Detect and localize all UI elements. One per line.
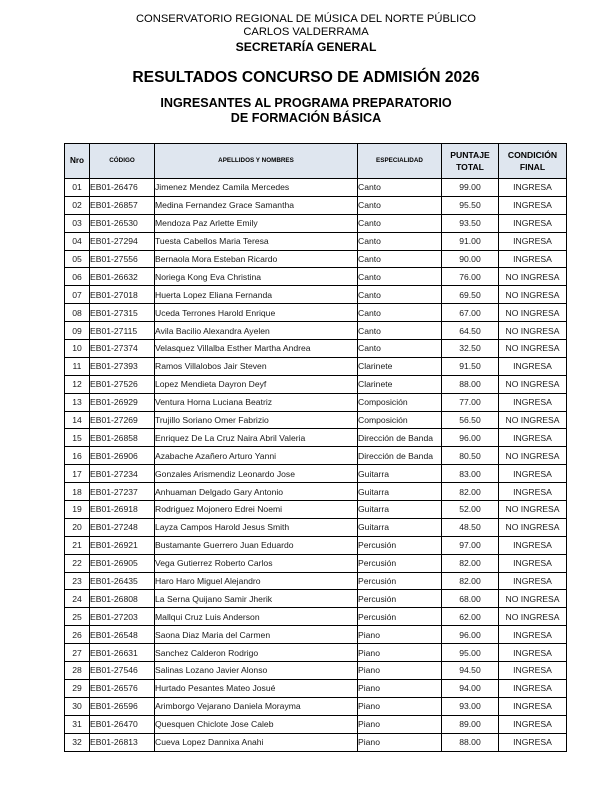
table-row <box>65 268 567 286</box>
cell-especialidad: Percusión <box>358 536 442 554</box>
cell-nro: 22 <box>65 554 90 572</box>
table-row <box>65 644 567 662</box>
cell-puntaje: 96.00 <box>442 429 499 447</box>
department-name: SECRETARÍA GENERAL <box>235 40 377 54</box>
cell-nro: 32 <box>65 733 90 751</box>
cell-puntaje: 88.00 <box>442 733 499 751</box>
cell-especialidad: Canto <box>358 250 442 268</box>
cell-nro: 16 <box>65 447 90 465</box>
cell-codigo: EB01-27556 <box>90 250 155 268</box>
cell-condicion: INGRESA <box>499 536 567 554</box>
cell-nro: 07 <box>65 286 90 304</box>
institution-name-line1: CONSERVATORIO REGIONAL DE MÚSICA DEL NORTE PÚBLICO <box>135 13 477 25</box>
table-row <box>65 340 567 358</box>
cell-condicion: NO INGRESA <box>499 501 567 519</box>
cell-condicion: INGRESA <box>499 196 567 214</box>
cell-especialidad: Percusión <box>358 608 442 626</box>
cell-puntaje: 96.00 <box>442 626 499 644</box>
table-row <box>65 554 567 572</box>
cell-puntaje: 82.00 <box>442 554 499 572</box>
cell-nombre: Mendoza Paz Arlette Emily <box>155 214 358 232</box>
cell-codigo: EB01-27269 <box>90 411 155 429</box>
cell-nombre: Tuesta Cabellos Maria Teresa <box>155 232 358 250</box>
column-header-nro: Nro <box>65 144 90 179</box>
cell-especialidad: Guitarra <box>358 483 442 501</box>
cell-puntaje: 93.00 <box>442 697 499 715</box>
cell-puntaje: 67.00 <box>442 304 499 322</box>
cell-nombre: Anhuaman Delgado Gary Antonio <box>155 483 358 501</box>
cell-nro: 09 <box>65 322 90 340</box>
cell-codigo: EB01-26576 <box>90 679 155 697</box>
cell-condicion: NO INGRESA <box>499 286 567 304</box>
cell-condicion: NO INGRESA <box>499 322 567 340</box>
cell-especialidad: Piano <box>358 697 442 715</box>
cell-codigo: EB01-27234 <box>90 465 155 483</box>
table-row <box>65 662 567 680</box>
cell-nombre: Trujillo Soriano Omer Fabrizio <box>155 411 358 429</box>
cell-puntaje: 48.50 <box>442 518 499 536</box>
cell-nro: 14 <box>65 411 90 429</box>
cell-nro: 12 <box>65 375 90 393</box>
cell-nombre: Velasquez Villalba Esther Martha Andrea <box>155 340 358 358</box>
table-row <box>65 465 567 483</box>
cell-condicion: INGRESA <box>499 662 567 680</box>
cell-especialidad: Canto <box>358 286 442 304</box>
cell-nombre: Enriquez De La Cruz Naira Abril Valeria <box>155 429 358 447</box>
table-row <box>65 608 567 626</box>
cell-especialidad: Piano <box>358 644 442 662</box>
cell-especialidad: Clarinete <box>358 375 442 393</box>
cell-especialidad: Dirección de Banda <box>358 429 442 447</box>
table-row <box>65 626 567 644</box>
document-subtitle-line2: DE FORMACIÓN BÁSICA <box>230 111 382 125</box>
cell-especialidad: Guitarra <box>358 501 442 519</box>
cell-nombre: Huerta Lopez Eliana Fernanda <box>155 286 358 304</box>
cell-codigo: EB01-27393 <box>90 357 155 375</box>
cell-condicion: INGRESA <box>499 733 567 751</box>
cell-condicion: INGRESA <box>499 644 567 662</box>
cell-nro: 26 <box>65 626 90 644</box>
cell-nombre: Ventura Horna Luciana Beatriz <box>155 393 358 411</box>
table-header-row <box>65 144 567 179</box>
cell-nro: 01 <box>65 179 90 197</box>
cell-puntaje: 90.00 <box>442 250 499 268</box>
cell-nro: 11 <box>65 357 90 375</box>
table-row <box>65 733 567 751</box>
column-header-codigo: CÓDIGO <box>90 144 155 179</box>
cell-condicion: NO INGRESA <box>499 590 567 608</box>
cell-nro: 30 <box>65 697 90 715</box>
cell-especialidad: Piano <box>358 733 442 751</box>
cell-codigo: EB01-27294 <box>90 232 155 250</box>
cell-puntaje: 89.00 <box>442 715 499 733</box>
table-row <box>65 214 567 232</box>
table-row <box>65 679 567 697</box>
column-header-condicion-line1: CONDICIÓN <box>507 150 558 160</box>
cell-condicion: NO INGRESA <box>499 268 567 286</box>
cell-nro: 31 <box>65 715 90 733</box>
table-row <box>65 590 567 608</box>
table-row <box>65 322 567 340</box>
cell-nombre: Layza Campos Harold Jesus Smith <box>155 518 358 536</box>
cell-codigo: EB01-27203 <box>90 608 155 626</box>
column-header-especialidad: ESPECIALIDAD <box>358 144 442 179</box>
cell-especialidad: Guitarra <box>358 465 442 483</box>
column-header-puntaje <box>442 144 499 179</box>
document-title: RESULTADOS CONCURSO DE ADMISIÓN 2026 <box>132 69 480 86</box>
cell-condicion: INGRESA <box>499 572 567 590</box>
cell-codigo: EB01-26808 <box>90 590 155 608</box>
cell-nombre: Rodriguez Mojonero Edrei Noemi <box>155 501 358 519</box>
cell-nro: 17 <box>65 465 90 483</box>
cell-condicion: INGRESA <box>499 214 567 232</box>
cell-condicion: INGRESA <box>499 554 567 572</box>
cell-nro: 20 <box>65 518 90 536</box>
cell-puntaje: 52.00 <box>442 501 499 519</box>
cell-nombre: Mallqui Cruz Luis Anderson <box>155 608 358 626</box>
cell-nro: 19 <box>65 501 90 519</box>
cell-codigo: EB01-26596 <box>90 697 155 715</box>
cell-especialidad: Composición <box>358 411 442 429</box>
cell-condicion: NO INGRESA <box>499 304 567 322</box>
table-row <box>65 697 567 715</box>
cell-nro: 15 <box>65 429 90 447</box>
cell-nombre: Uceda Terrones Harold Enrique <box>155 304 358 322</box>
cell-condicion: INGRESA <box>499 483 567 501</box>
cell-condicion: INGRESA <box>499 393 567 411</box>
cell-codigo: EB01-27526 <box>90 375 155 393</box>
cell-especialidad: Composición <box>358 393 442 411</box>
cell-nro: 05 <box>65 250 90 268</box>
cell-condicion: INGRESA <box>499 697 567 715</box>
cell-codigo: EB01-26435 <box>90 572 155 590</box>
cell-nro: 02 <box>65 196 90 214</box>
cell-puntaje: 56.50 <box>442 411 499 429</box>
cell-codigo: EB01-27115 <box>90 322 155 340</box>
cell-nro: 25 <box>65 608 90 626</box>
cell-puntaje: 99.00 <box>442 179 499 197</box>
cell-especialidad: Canto <box>358 232 442 250</box>
cell-puntaje: 83.00 <box>442 465 499 483</box>
cell-especialidad: Dirección de Banda <box>358 447 442 465</box>
cell-nro: 28 <box>65 662 90 680</box>
table-row <box>65 501 567 519</box>
table-row <box>65 286 567 304</box>
cell-nombre: Ramos Villalobos Jair Steven <box>155 357 358 375</box>
cell-codigo: EB01-27248 <box>90 518 155 536</box>
cell-especialidad: Canto <box>358 214 442 232</box>
cell-puntaje: 95.00 <box>442 644 499 662</box>
cell-nombre: Sanchez Calderon Rodrigo <box>155 644 358 662</box>
results-table <box>64 143 567 752</box>
table-body <box>65 179 567 752</box>
table-row <box>65 536 567 554</box>
cell-nombre: Gonzales Arismendiz Leonardo Jose <box>155 465 358 483</box>
cell-puntaje: 94.00 <box>442 679 499 697</box>
cell-nro: 13 <box>65 393 90 411</box>
cell-puntaje: 69.50 <box>442 286 499 304</box>
cell-condicion: INGRESA <box>499 679 567 697</box>
cell-codigo: EB01-26530 <box>90 214 155 232</box>
column-header-puntaje-line2: TOTAL <box>456 162 484 172</box>
cell-nro: 10 <box>65 340 90 358</box>
cell-codigo: EB01-26929 <box>90 393 155 411</box>
cell-especialidad: Canto <box>358 322 442 340</box>
cell-especialidad: Piano <box>358 662 442 680</box>
cell-especialidad: Canto <box>358 340 442 358</box>
table-row <box>65 447 567 465</box>
cell-especialidad: Clarinete <box>358 357 442 375</box>
cell-especialidad: Canto <box>358 304 442 322</box>
cell-condicion: NO INGRESA <box>499 375 567 393</box>
table-row <box>65 304 567 322</box>
cell-nombre: Bustamante Guerrero Juan Eduardo <box>155 536 358 554</box>
cell-nro: 29 <box>65 679 90 697</box>
cell-codigo: EB01-26918 <box>90 501 155 519</box>
cell-nro: 21 <box>65 536 90 554</box>
cell-codigo: EB01-27018 <box>90 286 155 304</box>
table-row <box>65 518 567 536</box>
cell-puntaje: 94.50 <box>442 662 499 680</box>
cell-puntaje: 82.00 <box>442 483 499 501</box>
cell-condicion: NO INGRESA <box>499 411 567 429</box>
cell-nro: 08 <box>65 304 90 322</box>
cell-especialidad: Piano <box>358 679 442 697</box>
table-row <box>65 429 567 447</box>
cell-especialidad: Piano <box>358 626 442 644</box>
cell-codigo: EB01-26905 <box>90 554 155 572</box>
column-header-condicion-line2: FINAL <box>519 162 546 172</box>
cell-puntaje: 80.50 <box>442 447 499 465</box>
cell-puntaje: 93.50 <box>442 214 499 232</box>
cell-condicion: INGRESA <box>499 626 567 644</box>
cell-codigo: EB01-27546 <box>90 662 155 680</box>
cell-condicion: INGRESA <box>499 715 567 733</box>
cell-puntaje: 76.00 <box>442 268 499 286</box>
cell-especialidad: Canto <box>358 268 442 286</box>
cell-nro: 23 <box>65 572 90 590</box>
cell-puntaje: 88.00 <box>442 375 499 393</box>
cell-especialidad: Canto <box>358 196 442 214</box>
table-row <box>65 357 567 375</box>
cell-condicion: NO INGRESA <box>499 340 567 358</box>
cell-nombre: Cueva Lopez Dannixa Anahi <box>155 733 358 751</box>
column-header-condicion <box>499 144 567 179</box>
cell-codigo: EB01-26906 <box>90 447 155 465</box>
column-header-nombres: APELLIDOS Y NOMBRES <box>155 144 358 179</box>
institution-name-line2: CARLOS VALDERRAMA <box>243 26 369 38</box>
cell-codigo: EB01-26476 <box>90 179 155 197</box>
cell-especialidad: Percusión <box>358 590 442 608</box>
cell-especialidad: Percusión <box>358 554 442 572</box>
cell-especialidad: Guitarra <box>358 518 442 536</box>
cell-nombre: Saona Diaz Maria del Carmen <box>155 626 358 644</box>
cell-nombre: Medina Fernandez Grace Samantha <box>155 196 358 214</box>
cell-especialidad: Piano <box>358 715 442 733</box>
cell-nombre: Noriega Kong Eva Christina <box>155 268 358 286</box>
cell-nombre: Quesquen Chiclote Jose Caleb <box>155 715 358 733</box>
table-row <box>65 411 567 429</box>
cell-puntaje: 77.00 <box>442 393 499 411</box>
cell-nombre: Salinas Lozano Javier Alonso <box>155 662 358 680</box>
cell-puntaje: 91.00 <box>442 232 499 250</box>
cell-condicion: INGRESA <box>499 179 567 197</box>
table-row <box>65 250 567 268</box>
cell-puntaje: 95.50 <box>442 196 499 214</box>
cell-especialidad: Percusión <box>358 572 442 590</box>
cell-condicion: INGRESA <box>499 232 567 250</box>
cell-condicion: INGRESA <box>499 357 567 375</box>
cell-condicion: INGRESA <box>499 429 567 447</box>
cell-nombre: Hurtado Pesantes Mateo Josué <box>155 679 358 697</box>
cell-puntaje: 82.00 <box>442 572 499 590</box>
cell-nro: 24 <box>65 590 90 608</box>
cell-condicion: NO INGRESA <box>499 608 567 626</box>
document-subtitle-line1: INGRESANTES AL PROGRAMA PREPARATORIO <box>160 96 452 110</box>
cell-nombre: Arimborgo Vejarano Daniela Morayma <box>155 697 358 715</box>
table-row <box>65 572 567 590</box>
cell-codigo: EB01-26631 <box>90 644 155 662</box>
cell-nro: 03 <box>65 214 90 232</box>
cell-nombre: Lopez Mendieta Dayron Deyf <box>155 375 358 393</box>
cell-condicion: INGRESA <box>499 250 567 268</box>
cell-codigo: EB01-26858 <box>90 429 155 447</box>
cell-nro: 06 <box>65 268 90 286</box>
table-row <box>65 232 567 250</box>
cell-puntaje: 64.50 <box>442 322 499 340</box>
cell-codigo: EB01-26470 <box>90 715 155 733</box>
cell-condicion: NO INGRESA <box>499 447 567 465</box>
cell-nombre: Haro Haro Miguel Alejandro <box>155 572 358 590</box>
cell-codigo: EB01-27315 <box>90 304 155 322</box>
cell-nombre: Avila Bacilio Alexandra Ayelen <box>155 322 358 340</box>
table-row <box>65 483 567 501</box>
cell-codigo: EB01-27374 <box>90 340 155 358</box>
cell-codigo: EB01-26548 <box>90 626 155 644</box>
table-row <box>65 393 567 411</box>
cell-puntaje: 62.00 <box>442 608 499 626</box>
cell-nombre: Azabache Azañero Arturo Yanni <box>155 447 358 465</box>
cell-codigo: EB01-26632 <box>90 268 155 286</box>
cell-nombre: La Serna Quijano Samir Jherik <box>155 590 358 608</box>
cell-codigo: EB01-26813 <box>90 733 155 751</box>
cell-nombre: Vega Gutierrez Roberto Carlos <box>155 554 358 572</box>
cell-nro: 27 <box>65 644 90 662</box>
cell-codigo: EB01-26921 <box>90 536 155 554</box>
cell-nro: 04 <box>65 232 90 250</box>
cell-puntaje: 32.50 <box>442 340 499 358</box>
cell-nro: 18 <box>65 483 90 501</box>
table-row <box>65 196 567 214</box>
column-header-puntaje-line1: PUNTAJE <box>450 150 490 160</box>
cell-especialidad: Canto <box>358 179 442 197</box>
cell-puntaje: 91.50 <box>442 357 499 375</box>
cell-codigo: EB01-27237 <box>90 483 155 501</box>
cell-puntaje: 97.00 <box>442 536 499 554</box>
cell-codigo: EB01-26857 <box>90 196 155 214</box>
cell-nombre: Jimenez Mendez Camila Mercedes <box>155 179 358 197</box>
cell-condicion: INGRESA <box>499 465 567 483</box>
cell-puntaje: 68.00 <box>442 590 499 608</box>
cell-condicion: NO INGRESA <box>499 518 567 536</box>
cell-nombre: Bernaola Mora Esteban Ricardo <box>155 250 358 268</box>
table-row <box>65 375 567 393</box>
table-row <box>65 179 567 197</box>
table-row <box>65 715 567 733</box>
